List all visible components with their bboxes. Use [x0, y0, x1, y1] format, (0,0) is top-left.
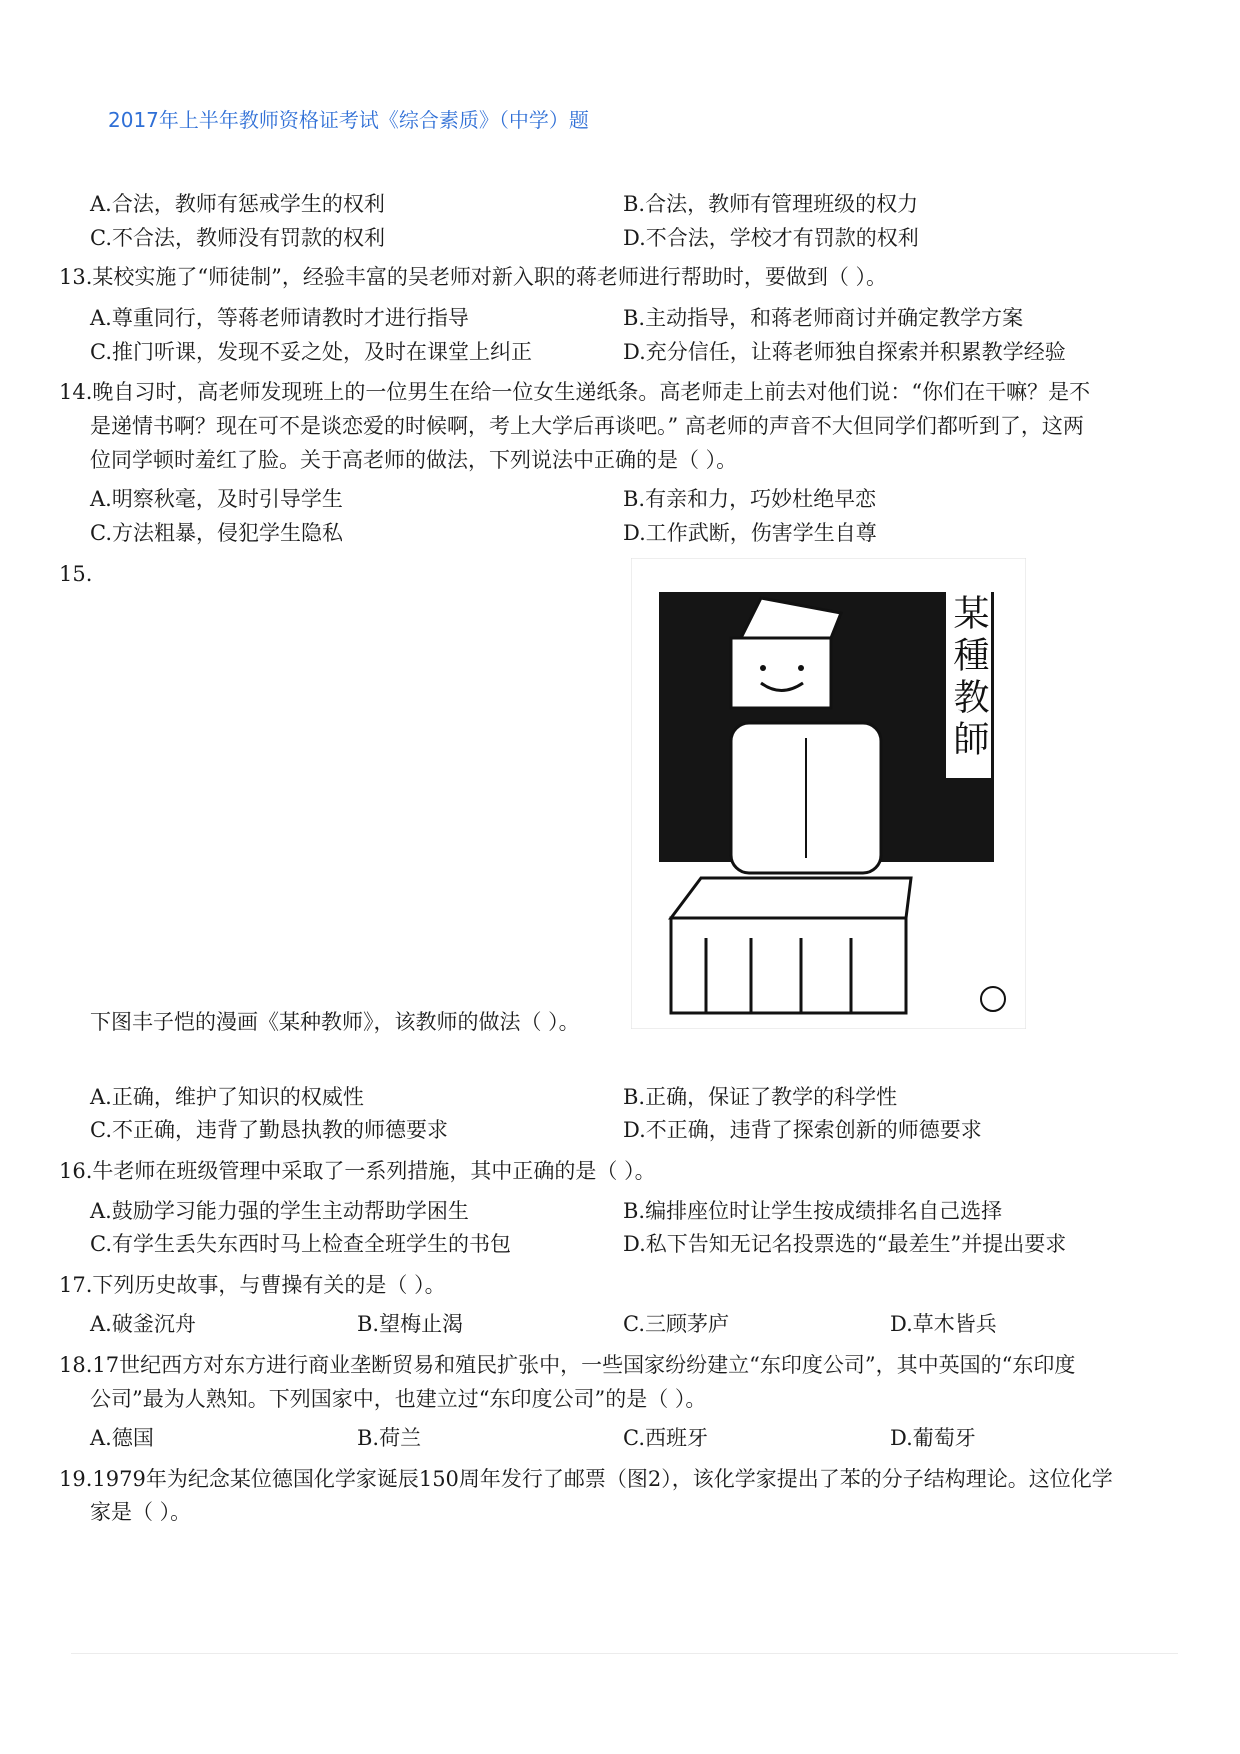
q12-option-d: D.不合法，学校才有罚款的权利: [623, 226, 919, 250]
q12-option-c: C.不合法，教师没有罚款的权利: [90, 226, 385, 250]
q16-option-b: B.编排座位时让学生按成绩排名自己选择: [623, 1199, 1003, 1223]
q16-option-c: C.有学生丢失东西时马上检查全班学生的书包: [90, 1232, 511, 1256]
q13-stem: 13.某校实施了“师徒制”，经验丰富的吴老师对新入职的蒋老师进行帮助时，要做到（ ）。: [59, 265, 888, 289]
q17-option-d: D.草木皆兵: [890, 1312, 997, 1336]
cartoon-lettering: 某種教師: [948, 594, 989, 762]
q19-stem-line1: 19.1979年为纪念某位德国化学家诞辰150周年发行了邮票（图2），该化学家提出了苯的分子结构理论。这位化学: [59, 1467, 1113, 1491]
q17-option-c: C.三顾茅庐: [623, 1312, 729, 1336]
q18-stem-line1: 18.17世纪西方对东方进行商业垄断贸易和殖民扩张中，一些国家纷纷建立“东印度公司”，其中英国的“东印度: [59, 1353, 1076, 1377]
q18-option-b: B.荷兰: [357, 1426, 422, 1450]
q13-option-b: B.主动指导，和蒋老师商讨并确定教学方案: [623, 306, 1024, 330]
q15-caption: 下图丰子恺的漫画《某种教师》，该教师的做法（ ）。: [90, 1010, 580, 1034]
q14-option-d: D.工作武断，伤害学生自尊: [623, 521, 877, 545]
q13-option-d: D.充分信任，让蒋老师独自探索并积累教学经验: [623, 340, 1066, 364]
q18-option-a: A.德国: [90, 1426, 154, 1450]
q17-option-b: B.望梅止渴: [357, 1312, 464, 1336]
q13-option-c: C.推门听课，发现不妥之处，及时在课堂上纠正: [90, 340, 532, 364]
q15-option-b: B.正确，保证了教学的科学性: [623, 1085, 898, 1109]
footer-divider: [71, 1653, 1178, 1654]
q15-option-d: D.不正确，违背了探索创新的师德要求: [623, 1118, 982, 1142]
q17-option-a: A.破釜沉舟: [90, 1312, 196, 1336]
q14-stem-line1: 14.晚自习时，高老师发现班上的一位男生在给一位女生递纸条。高老师走上前去对他们说：“你们在干嘛？是不: [59, 380, 1091, 404]
q16-option-d: D.私下告知无记名投票选的“最差生”并提出要求: [623, 1232, 1067, 1256]
q18-option-d: D.葡萄牙: [890, 1426, 976, 1450]
q14-option-a: A.明察秋毫，及时引导学生: [90, 487, 343, 511]
q14-stem-line3: 位同学顿时羞红了脸。关于高老师的做法，下列说法中正确的是（ ）。: [90, 448, 738, 472]
q18-option-c: C.西班牙: [623, 1426, 708, 1450]
q16-option-a: A.鼓励学习能力强的学生主动帮助学困生: [90, 1199, 469, 1223]
q12-option-b: B.合法，教师有管理班级的权力: [623, 192, 919, 216]
document-title: 2017年上半年教师资格证考试《综合素质》（中学）题: [108, 108, 589, 132]
cartoon-image: [631, 558, 1026, 1029]
q15-option-a: A.正确，维护了知识的权威性: [90, 1085, 364, 1109]
q14-stem-line2: 是递情书啊？现在可不是谈恋爱的时候啊，考上大学后再谈吧。” 高老师的声音不大但同学们都听到了，这两: [90, 414, 1084, 438]
q18-stem-line2: 公司”最为人熟知。下列国家中，也建立过“东印度公司”的是（ ）。: [90, 1387, 707, 1411]
q13-option-a: A.尊重同行，等蒋老师请教时才进行指导: [90, 306, 469, 330]
q15-number: 15.: [59, 562, 93, 586]
q14-option-c: C.方法粗暴，侵犯学生隐私: [90, 521, 343, 545]
q14-option-b: B.有亲和力，巧妙杜绝早恋: [623, 487, 877, 511]
q16-stem: 16.牛老师在班级管理中采取了一系列措施，其中正确的是（ ）。: [59, 1159, 656, 1183]
q17-stem: 17.下列历史故事，与曹操有关的是（ ）。: [59, 1273, 446, 1297]
q12-option-a: A.合法，教师有惩戒学生的权利: [90, 192, 385, 216]
q15-option-c: C.不正确，违背了勤恳执教的师德要求: [90, 1118, 448, 1142]
q19-stem-line2: 家是（ ）。: [90, 1500, 192, 1524]
